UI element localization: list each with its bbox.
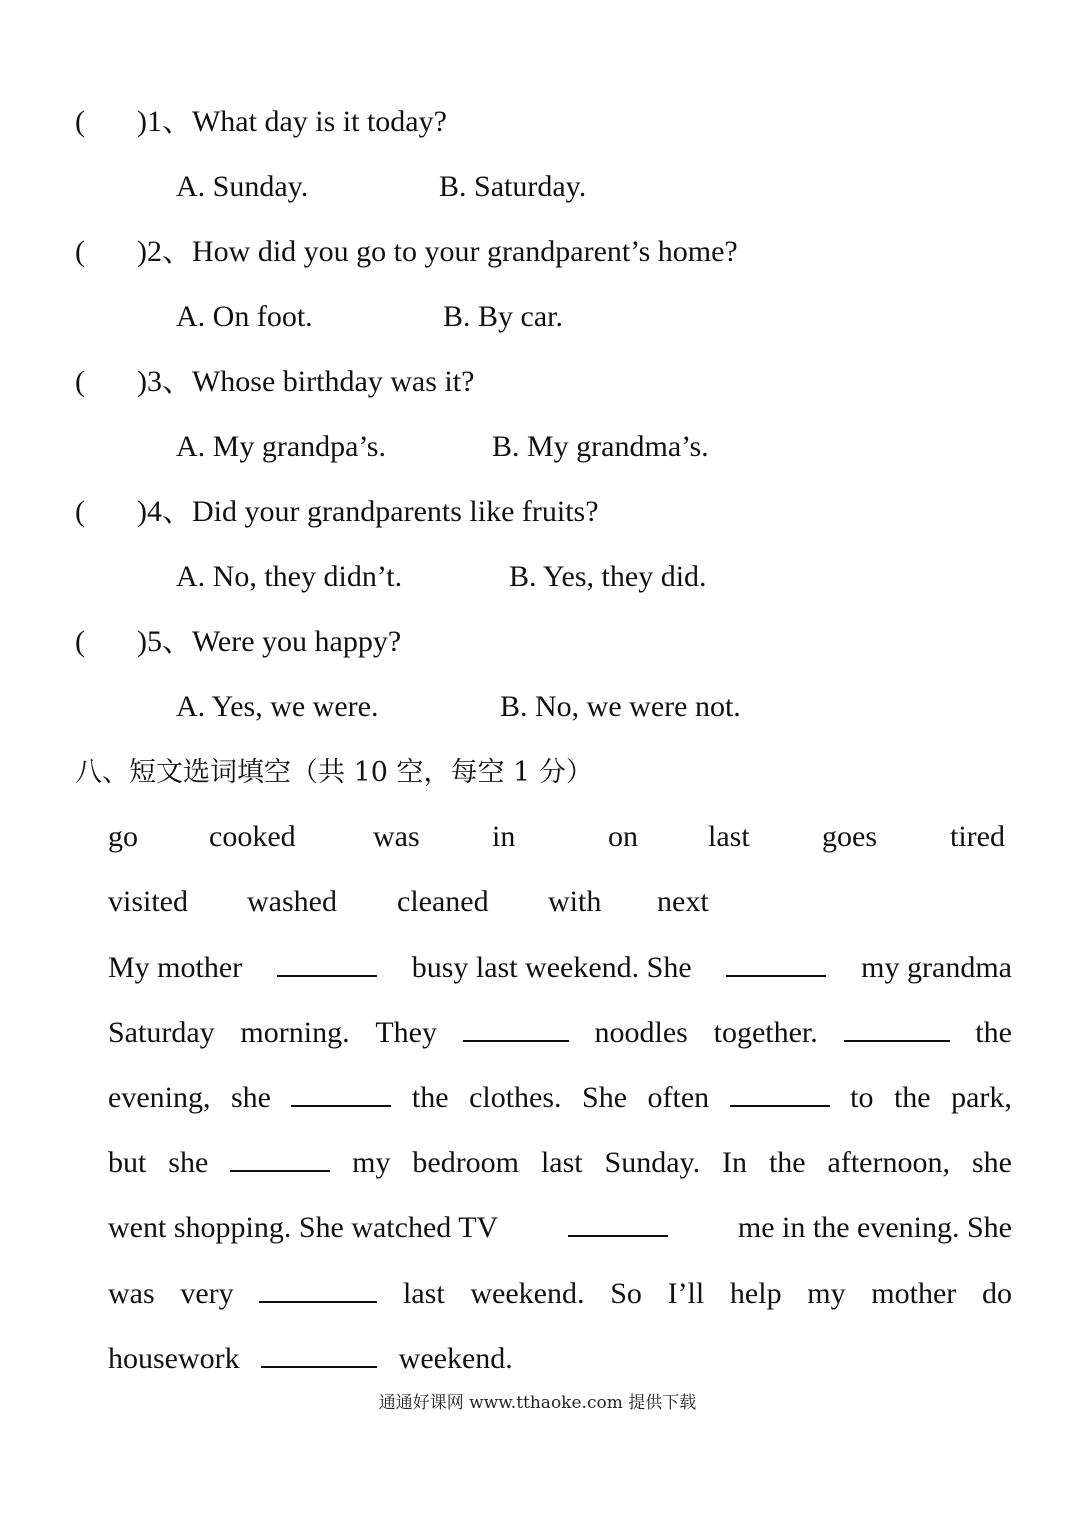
passage-text: They xyxy=(375,1016,437,1049)
section-title: 八、短文选词填空（共 10 空，每空 1 分） xyxy=(75,757,593,788)
question-stem: )2、How did you go to your grandparent’s home? xyxy=(137,235,738,268)
passage-line-1 xyxy=(108,949,1012,986)
question-5-options xyxy=(176,689,741,725)
passage-line-4 xyxy=(108,1144,1012,1181)
word-bank-word: cleaned xyxy=(397,885,489,918)
question-3 xyxy=(75,364,474,400)
word-bank-word: cooked xyxy=(209,820,296,853)
fill-blank-6[interactable] xyxy=(730,1079,830,1107)
question-4-options xyxy=(176,559,707,595)
question-5 xyxy=(75,624,401,660)
passage-text: In xyxy=(722,1146,748,1179)
passage-text: morning. xyxy=(240,1016,350,1049)
question-stem: )5、Were you happy? xyxy=(137,625,402,658)
passage-text: often xyxy=(647,1081,710,1114)
word-bank-word: go xyxy=(108,820,138,853)
passage-text: was xyxy=(108,1277,155,1310)
passage-text: went shopping. She watched TV xyxy=(108,1211,499,1244)
passage-text: mother xyxy=(871,1277,957,1310)
fill-blank-1[interactable] xyxy=(277,949,377,977)
question-2-options xyxy=(176,299,563,335)
passage-line-7 xyxy=(108,1340,513,1377)
word-bank-row-2 xyxy=(108,884,1012,920)
question-3-options xyxy=(176,429,709,465)
passage-text: I’ll xyxy=(667,1277,705,1310)
question-4 xyxy=(75,494,599,530)
passage-text: very xyxy=(180,1277,234,1310)
fill-blank-4[interactable] xyxy=(844,1014,950,1042)
answer-bracket: ( xyxy=(75,235,85,268)
passage-text: park, xyxy=(951,1081,1012,1114)
passage-line-2 xyxy=(108,1014,1012,1051)
passage-text: my grandma xyxy=(861,951,1012,984)
question-stem: )4、Did your grandparents like fruits? xyxy=(137,495,599,528)
option-b: B. By car. xyxy=(443,300,563,333)
word-bank-word: last xyxy=(708,820,750,853)
option-a: A. On foot. xyxy=(176,300,313,333)
passage-text: housework xyxy=(108,1342,240,1375)
option-a: A. Yes, we were. xyxy=(176,690,379,723)
passage-text: clothes. xyxy=(469,1081,562,1114)
passage-text: bedroom xyxy=(412,1146,520,1179)
option-a: A. No, they didn’t. xyxy=(176,560,403,593)
answer-bracket: ( xyxy=(75,365,85,398)
passage-line-5 xyxy=(108,1209,1012,1246)
fill-blank-5[interactable] xyxy=(291,1079,391,1107)
passage-text: but xyxy=(108,1146,147,1179)
option-a: A. Sunday. xyxy=(176,170,309,203)
passage-text: So xyxy=(610,1277,642,1310)
passage-text: last xyxy=(540,1146,583,1179)
passage-text: me in the evening. She xyxy=(737,1211,1012,1244)
word-bank-word: in xyxy=(492,820,516,853)
answer-bracket: ( xyxy=(75,625,85,658)
passage-text: My mother xyxy=(108,951,243,984)
passage-text: Sunday. xyxy=(604,1146,701,1179)
fill-blank-8[interactable] xyxy=(568,1209,668,1237)
word-bank-word: washed xyxy=(247,885,337,918)
passage-text: weekend. xyxy=(398,1342,513,1375)
passage-text: to xyxy=(850,1081,874,1114)
passage-text: she xyxy=(230,1081,271,1114)
passage-text: Saturday xyxy=(108,1016,215,1049)
option-b: B. No, we were not. xyxy=(500,690,741,723)
word-bank-word: goes xyxy=(822,820,877,853)
passage-text: together. xyxy=(713,1016,818,1049)
passage-text: evening, xyxy=(108,1081,211,1114)
passage-text: the xyxy=(411,1081,449,1114)
question-1 xyxy=(75,104,447,140)
passage-text: busy last weekend. She xyxy=(411,951,692,984)
passage-text: afternoon, xyxy=(827,1146,950,1179)
fill-blank-9[interactable] xyxy=(259,1275,377,1303)
question-2 xyxy=(75,234,738,270)
question-stem: )3、Whose birthday was it? xyxy=(137,365,475,398)
question-1-options xyxy=(176,169,587,205)
question-stem: )1、What day is it today? xyxy=(137,105,447,138)
fill-blank-3[interactable] xyxy=(463,1014,569,1042)
word-bank-word: visited xyxy=(108,885,188,918)
passage-text: last xyxy=(403,1277,445,1310)
option-a: A. My grandpa’s. xyxy=(176,430,386,463)
word-bank-row-1 xyxy=(108,819,1012,855)
passage-text: the xyxy=(768,1146,806,1179)
option-b: B. Yes, they did. xyxy=(509,560,707,593)
passage-text: She xyxy=(582,1081,628,1114)
word-bank-word: was xyxy=(373,820,420,853)
answer-bracket: ( xyxy=(75,105,85,138)
passage-text: she xyxy=(168,1146,209,1179)
option-b: B. Saturday. xyxy=(439,170,587,203)
passage-text: she xyxy=(971,1146,1012,1179)
passage-line-3 xyxy=(108,1079,1012,1116)
passage-text: the xyxy=(893,1081,931,1114)
fill-blank-7[interactable] xyxy=(230,1144,330,1172)
word-bank-word: on xyxy=(608,820,638,853)
word-bank-word: with xyxy=(548,885,602,918)
passage-text: help xyxy=(729,1277,782,1310)
option-b: B. My grandma’s. xyxy=(492,430,709,463)
word-bank-word: tired xyxy=(950,820,1005,853)
answer-bracket: ( xyxy=(75,495,85,528)
passage-text: weekend. xyxy=(470,1277,585,1310)
page-footer: 通通好课网 www.tthaoke.com 提供下载 xyxy=(378,1393,697,1413)
passage-text: my xyxy=(807,1277,846,1310)
fill-blank-10[interactable] xyxy=(261,1340,377,1368)
passage-text: the xyxy=(975,1016,1012,1049)
fill-blank-2[interactable] xyxy=(726,949,826,977)
passage-line-6 xyxy=(108,1275,1012,1312)
passage-text: do xyxy=(981,1277,1012,1310)
passage-text: noodles xyxy=(594,1016,688,1049)
passage-text: my xyxy=(352,1146,391,1179)
word-bank-word: next xyxy=(657,885,709,918)
